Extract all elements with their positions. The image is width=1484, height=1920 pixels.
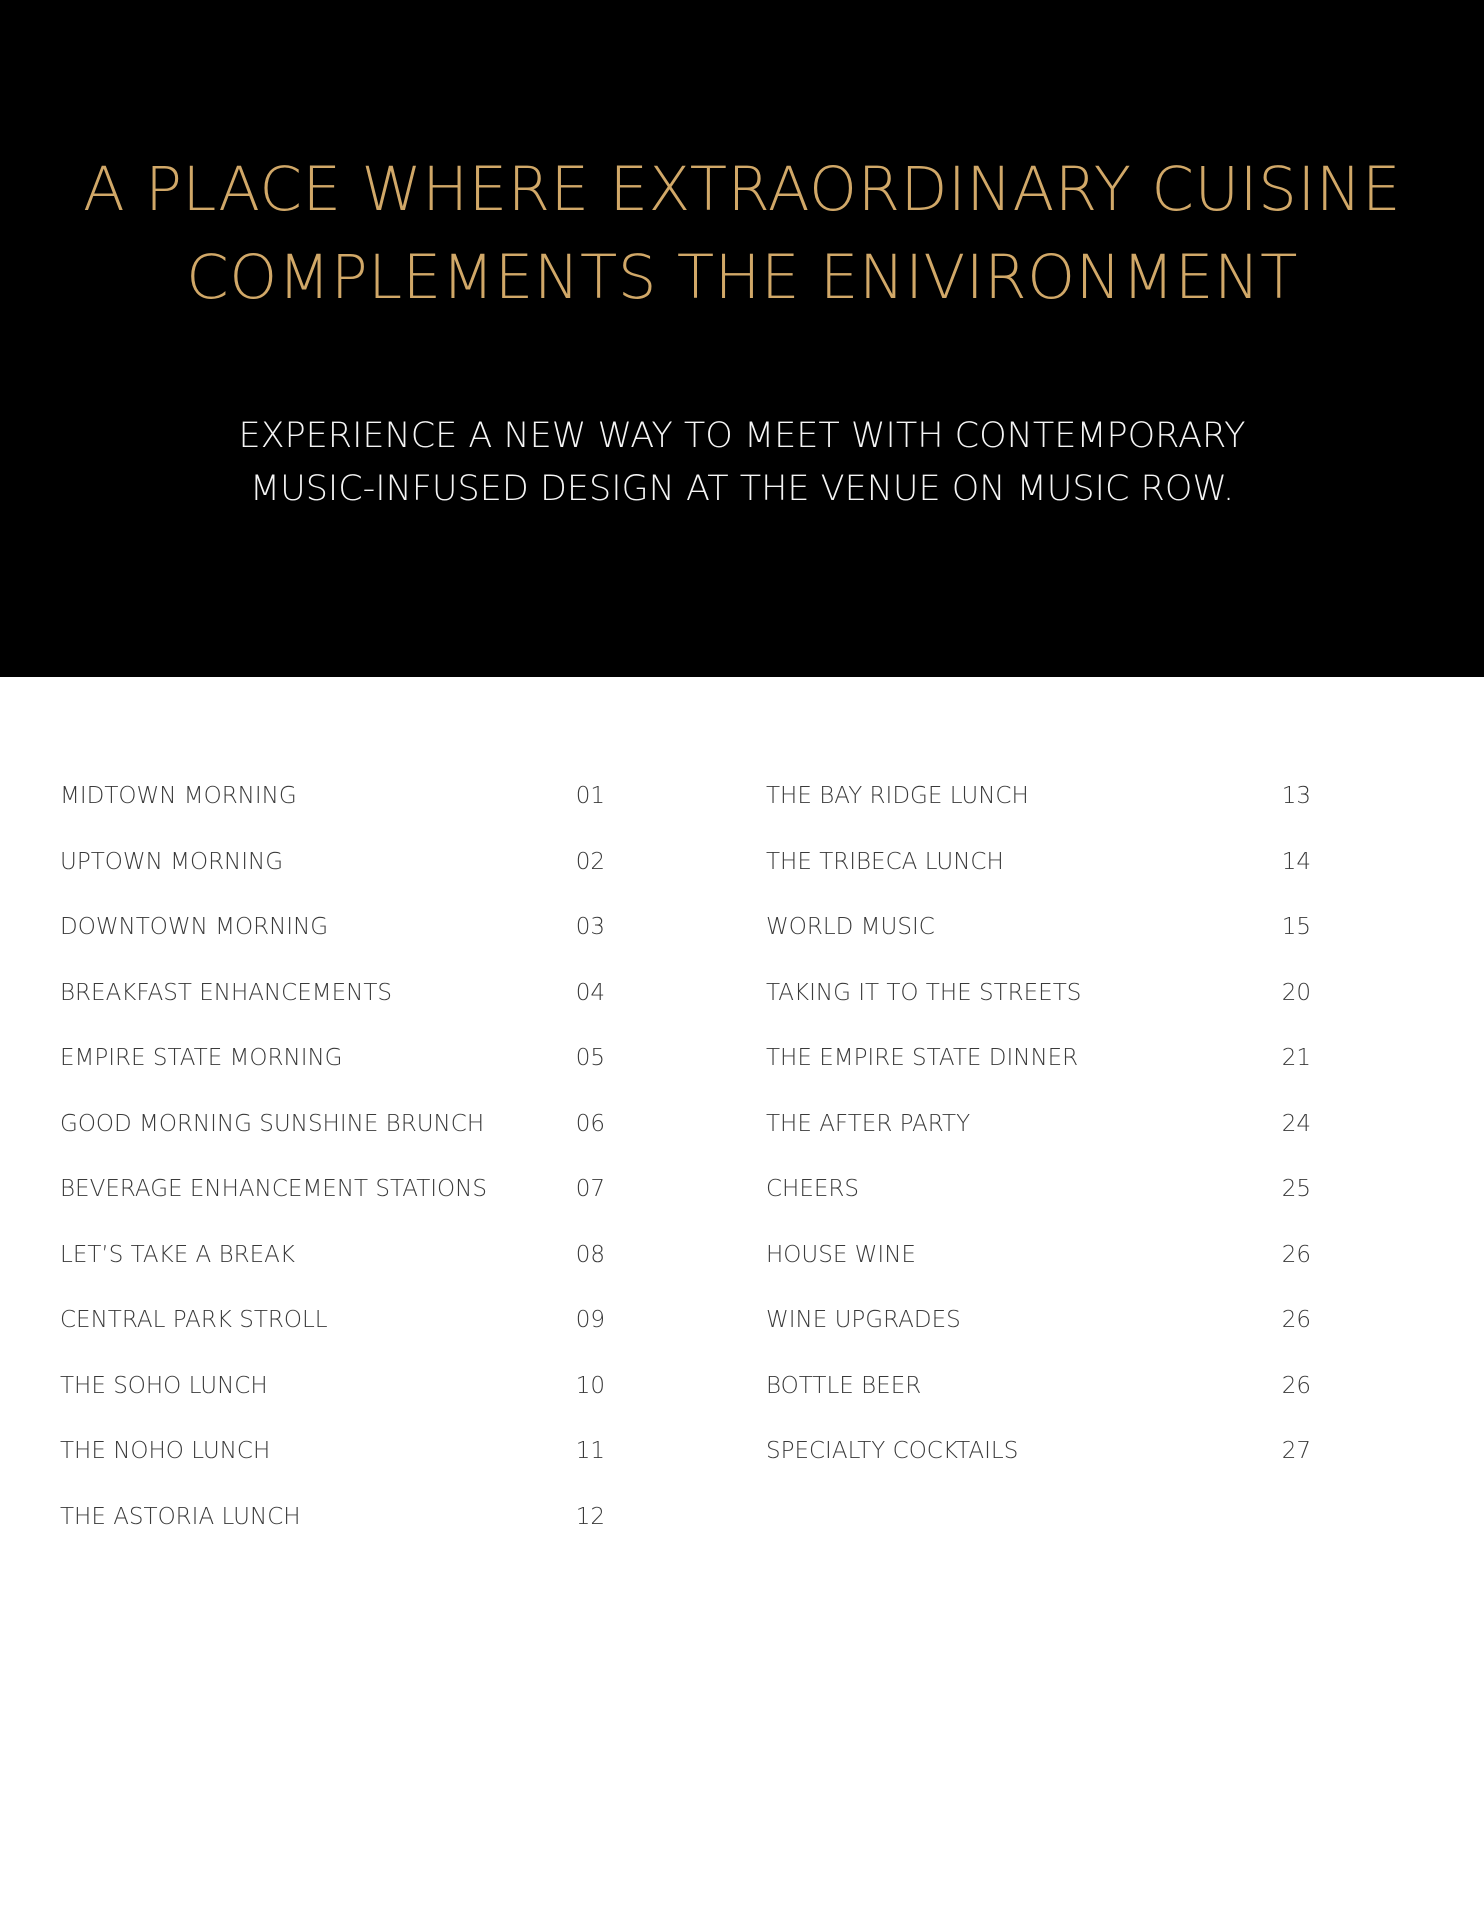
toc-entry bbox=[60, 776, 605, 842]
subheadline-line-2: MUSIC-INFUSED DESIGN AT THE VENUE ON MUSIC ROW. bbox=[249, 469, 1235, 509]
toc-entry bbox=[766, 776, 1311, 842]
toc-entry-title: LET’S TAKE A BREAK bbox=[60, 1241, 295, 1268]
toc-entry-title: MIDTOWN MORNING bbox=[60, 783, 297, 809]
toc-entry bbox=[766, 1169, 1311, 1235]
subheadline bbox=[0, 410, 1484, 516]
toc-entry-page-number: 02 bbox=[575, 848, 605, 875]
toc-entry-page-number: 25 bbox=[1281, 1176, 1311, 1202]
toc-entry bbox=[766, 842, 1311, 908]
toc-entry-page-number: 09 bbox=[575, 1307, 605, 1333]
toc-entry bbox=[60, 1169, 605, 1235]
toc-entry-title: WINE UPGRADES bbox=[766, 1307, 961, 1333]
toc-entry-title: THE SOHO LUNCH bbox=[60, 1372, 268, 1399]
toc-entry bbox=[766, 1431, 1311, 1497]
toc-entry-title: THE ASTORIA LUNCH bbox=[60, 1503, 301, 1530]
toc-entry-title: HOUSE WINE bbox=[766, 1241, 916, 1268]
toc-entry-title: THE AFTER PARTY bbox=[766, 1110, 971, 1137]
toc-entry bbox=[766, 1235, 1311, 1301]
toc-entry-page-number: 14 bbox=[1281, 848, 1311, 875]
toc-entry-page-number: 13 bbox=[1281, 783, 1311, 809]
toc-entry bbox=[766, 1366, 1311, 1432]
toc-entry bbox=[60, 1497, 605, 1563]
headline-line-2: COMPLEMENTS THE ENIVIRONMENT bbox=[186, 242, 1298, 313]
toc-entry-title: THE NOHO LUNCH bbox=[60, 1438, 271, 1464]
toc-entry bbox=[60, 907, 605, 973]
toc-entry bbox=[60, 1038, 605, 1104]
toc-entry bbox=[766, 1104, 1311, 1170]
toc-entry-page-number: 01 bbox=[575, 783, 605, 809]
toc-entry-page-number: 15 bbox=[1281, 914, 1311, 940]
subheadline-line-1: EXPERIENCE A NEW WAY TO MEET WITH CONTEMPORARY bbox=[238, 416, 1246, 456]
toc-entry-title: THE EMPIRE STATE DINNER bbox=[766, 1045, 1079, 1071]
toc-entry-page-number: 03 bbox=[575, 914, 605, 940]
toc-entry-page-number: 26 bbox=[1281, 1241, 1311, 1268]
toc-entry-page-number: 11 bbox=[575, 1438, 605, 1464]
toc-entry bbox=[766, 1300, 1311, 1366]
toc-entry bbox=[60, 1104, 605, 1170]
toc-entry-title: THE TRIBECA LUNCH bbox=[766, 848, 1004, 875]
table-of-contents-right-column bbox=[766, 776, 1311, 1497]
toc-entry-page-number: 27 bbox=[1281, 1438, 1311, 1464]
toc-entry bbox=[60, 1366, 605, 1432]
table-of-contents-left-column bbox=[60, 776, 605, 1562]
toc-entry bbox=[766, 973, 1311, 1039]
headline bbox=[0, 146, 1484, 322]
toc-entry-title: DOWNTOWN MORNING bbox=[60, 914, 329, 940]
toc-entry-title: TAKING IT TO THE STREETS bbox=[766, 979, 1082, 1006]
toc-entry-title: BREAKFAST ENHANCEMENTS bbox=[60, 979, 392, 1006]
toc-entry-title: SPECIALTY COCKTAILS bbox=[766, 1438, 1019, 1464]
toc-entry-page-number: 07 bbox=[575, 1176, 605, 1202]
toc-entry bbox=[60, 842, 605, 908]
toc-entry-page-number: 08 bbox=[575, 1241, 605, 1268]
toc-entry-title: EMPIRE STATE MORNING bbox=[60, 1045, 343, 1071]
toc-entry-page-number: 04 bbox=[575, 979, 605, 1006]
toc-entry-page-number: 10 bbox=[575, 1372, 605, 1399]
toc-entry bbox=[766, 907, 1311, 973]
toc-entry-title: CHEERS bbox=[766, 1176, 859, 1202]
toc-entry-page-number: 24 bbox=[1281, 1110, 1311, 1137]
toc-entry-title: BEVERAGE ENHANCEMENT STATIONS bbox=[60, 1176, 487, 1202]
toc-entry-page-number: 05 bbox=[575, 1045, 605, 1071]
toc-entry bbox=[60, 1300, 605, 1366]
toc-entry bbox=[60, 1431, 605, 1497]
toc-entry-title: UPTOWN MORNING bbox=[60, 848, 284, 875]
toc-entry-page-number: 26 bbox=[1281, 1372, 1311, 1399]
toc-entry-title: GOOD MORNING SUNSHINE BRUNCH bbox=[60, 1110, 485, 1137]
hero-banner bbox=[0, 0, 1484, 677]
toc-entry-page-number: 21 bbox=[1281, 1045, 1311, 1071]
toc-entry-title: THE BAY RIDGE LUNCH bbox=[766, 783, 1029, 809]
toc-entry bbox=[766, 1038, 1311, 1104]
toc-entry-title: WORLD MUSIC bbox=[766, 914, 935, 940]
toc-entry bbox=[60, 973, 605, 1039]
toc-entry-page-number: 26 bbox=[1281, 1307, 1311, 1333]
toc-entry-page-number: 20 bbox=[1281, 979, 1311, 1006]
toc-entry-page-number: 06 bbox=[575, 1110, 605, 1137]
toc-entry-title: BOTTLE BEER bbox=[766, 1372, 922, 1399]
toc-entry-page-number: 12 bbox=[575, 1503, 605, 1530]
toc-entry-title: CENTRAL PARK STROLL bbox=[60, 1307, 328, 1333]
toc-entry bbox=[60, 1235, 605, 1301]
headline-line-1: A PLACE WHERE EXTRAORDINARY CUISINE bbox=[82, 154, 1402, 225]
